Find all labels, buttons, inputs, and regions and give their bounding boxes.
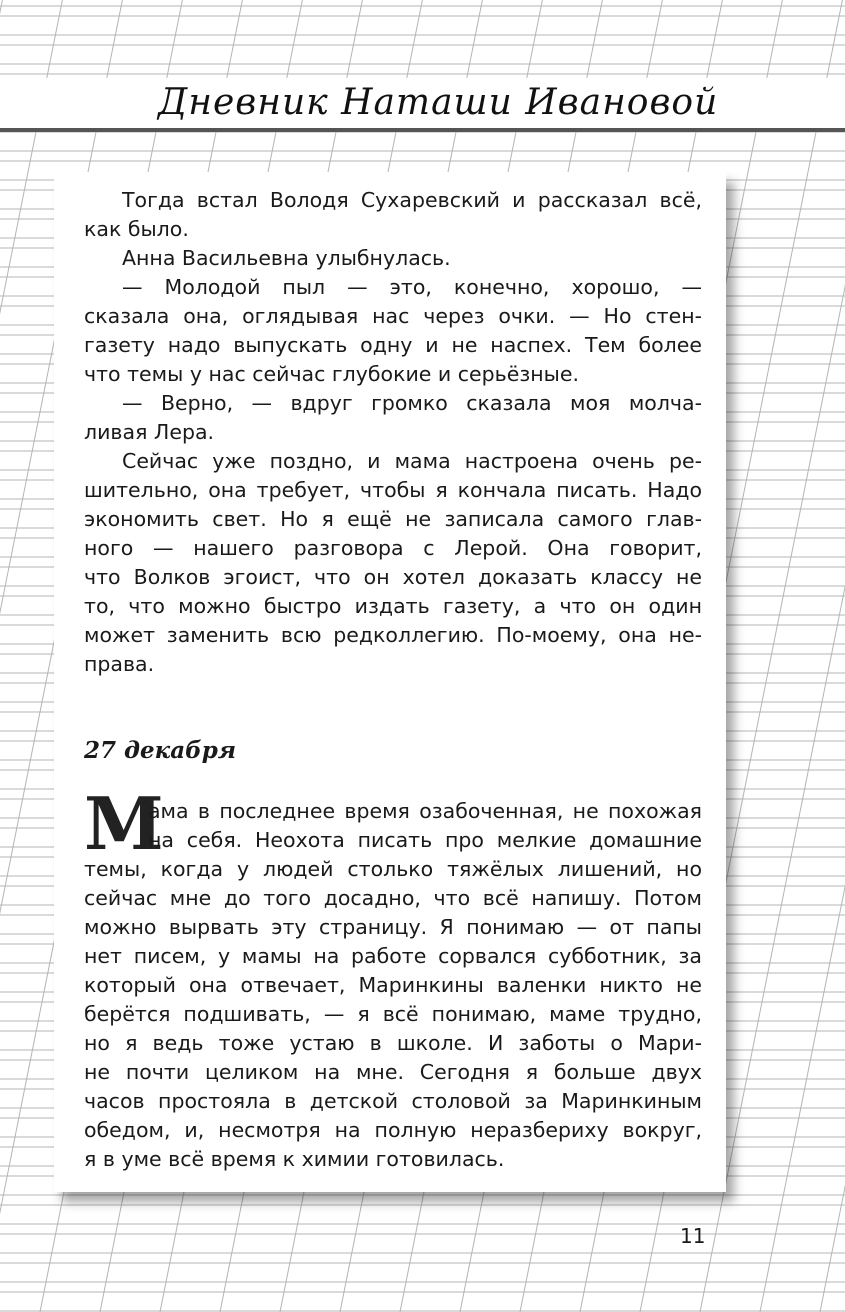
text-line: берётся подшивать, — я всё понимаю, маме трудно,	[84, 1002, 702, 1026]
text-line: можно вырвать эту страницу. Я понимаю — от папы	[84, 915, 702, 939]
text-line: темы, когда у людей столько тяжёлых лишений, но	[84, 857, 702, 881]
entry-date: 27 декабря	[84, 737, 237, 764]
entry2-text	[84, 797, 702, 1174]
text-line: ного — нашего разговора с Лерой. Она говорит,	[84, 536, 702, 560]
text-line: экономить свет. Но я ещё не записала самого глав-	[84, 507, 702, 531]
title-rule	[0, 128, 845, 132]
text-line: на себя. Неохота писать про мелкие домашние	[148, 828, 702, 852]
text-line: газету надо выпускать одну и не наспех. Тем более	[84, 333, 702, 357]
text-line: — Верно, — вдруг громко сказала моя молча-	[122, 391, 702, 415]
text-line: который она отвечает, Маринкины валенки никто не	[84, 973, 702, 997]
text-line: Анна Васильевна улыбнулась.	[122, 246, 451, 270]
text-line: — Молодой пыл — это, конечно, хорошо, —	[122, 275, 702, 299]
text-line: но я ведь тоже устаю в школе. И заботы о Мари-	[84, 1031, 702, 1055]
text-line: может заменить всю редколлегию. По-моему, она не-	[84, 623, 702, 647]
text-line: обедом, и, несмотря на полную неразбериху вокруг,	[84, 1118, 702, 1142]
text-line: как было.	[84, 217, 189, 241]
text-line: то, что можно быстро издать газету, а что он один	[84, 594, 702, 618]
drop-cap: М	[84, 781, 164, 866]
text-line: часов простояла в детской столовой за Маринкиным	[84, 1089, 702, 1113]
diary-title: Дневник Наташи Ивановой	[158, 82, 719, 123]
entry1-text	[84, 186, 702, 679]
text-line: что темы у нас сейчас глубокие и серьёзные.	[84, 362, 579, 386]
text-line: Сейчас уже поздно, и мама настроена очень ре-	[122, 449, 702, 473]
ruling-line	[820, 0, 845, 1312]
text-line: нет писем, у мамы на работе сорвался субботник, за	[84, 944, 702, 968]
ruling-line	[760, 0, 845, 1312]
text-line: сейчас мне до того досадно, что всё напишу. Потом	[84, 886, 702, 910]
text-line: что Волков эгоист, что он хотел доказать классу не	[84, 565, 702, 589]
page-number: 11	[680, 1224, 706, 1248]
text-line: ливая Лера.	[84, 420, 215, 444]
text-line: права.	[84, 652, 155, 676]
text-line: шительно, она требует, чтобы я кончала писать. Надо	[84, 478, 702, 502]
text-line: сказала она, оглядывая нас через очки. — Но стен-	[84, 304, 702, 328]
text-line: ама в последнее время озабоченная, не похожая	[148, 799, 702, 823]
ruling-line	[0, 0, 2, 1312]
text-line: я в уме всё время к химии готовилась.	[84, 1147, 505, 1171]
text-line: Тогда встал Володя Сухаревский и рассказал всё,	[122, 188, 702, 212]
text-line: не почти целиком на мне. Сегодня я больше двух	[84, 1060, 702, 1084]
